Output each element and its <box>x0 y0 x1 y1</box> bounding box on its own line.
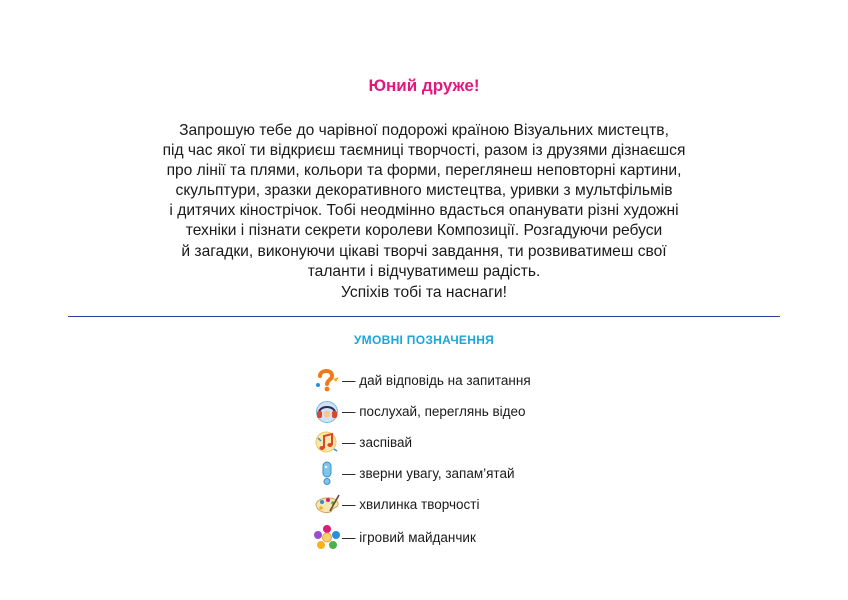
intro-paragraph <box>100 121 748 282</box>
legend-item-sing <box>312 429 412 455</box>
legend-item-attention <box>312 460 515 486</box>
legend-text: — ігровий майданчик <box>342 529 476 545</box>
legend-title: УМОВНІ ПОЗНАЧЕННЯ <box>353 333 495 347</box>
intro-line: під час якої ти відкриєш таємниці творчості, разом із друзями дізнаєшся <box>162 142 686 160</box>
intro-line: й загадки, виконуючи цікаві творчі завдання, ти розвиватимеш свої <box>181 242 667 260</box>
question-mark-icon <box>312 367 342 393</box>
divider-line <box>68 316 780 317</box>
legend-item-question <box>312 367 531 393</box>
legend-text: — послухай, переглянь відео <box>342 403 526 419</box>
headphones-icon <box>312 398 342 424</box>
legend-text: — дай відповідь на запитання <box>342 372 531 388</box>
intro-line: техніки і пізнати секрети королеви Композиції. Розгадуючи ребуси <box>185 222 663 240</box>
legend-text: — хвилинка творчості <box>342 496 480 512</box>
legend-item-creativity <box>312 491 479 517</box>
game-flower-icon <box>312 524 342 550</box>
intro-line: про лінії та плями, кольори та форми, переглянеш неповторні картини, <box>166 162 682 180</box>
closing-wish: Успіхів тобі та наснаги! <box>341 284 507 301</box>
exclamation-icon <box>312 460 342 486</box>
legend-text: — зверни увагу, запам’ятай <box>342 465 515 481</box>
greeting-heading: Юний друже! <box>368 76 480 95</box>
intro-line: скульптури, зразки декоративного мистецтва, уривки з мультфільмів <box>175 182 673 200</box>
intro-line: і дитячих кінострічок. Тобі неодмінно вдасться опанувати різні художні <box>169 202 679 220</box>
palette-icon <box>312 491 342 517</box>
intro-line: таланти і відчуватимеш радість. <box>307 262 541 280</box>
legend-item-listen <box>312 398 526 424</box>
intro-line: Запрошую тебе до чарівної подорожі країною Візуальних мистецтв, <box>179 122 669 139</box>
music-note-icon <box>312 429 342 455</box>
legend-item-game <box>312 524 476 550</box>
legend-text: — заспівай <box>342 434 413 450</box>
